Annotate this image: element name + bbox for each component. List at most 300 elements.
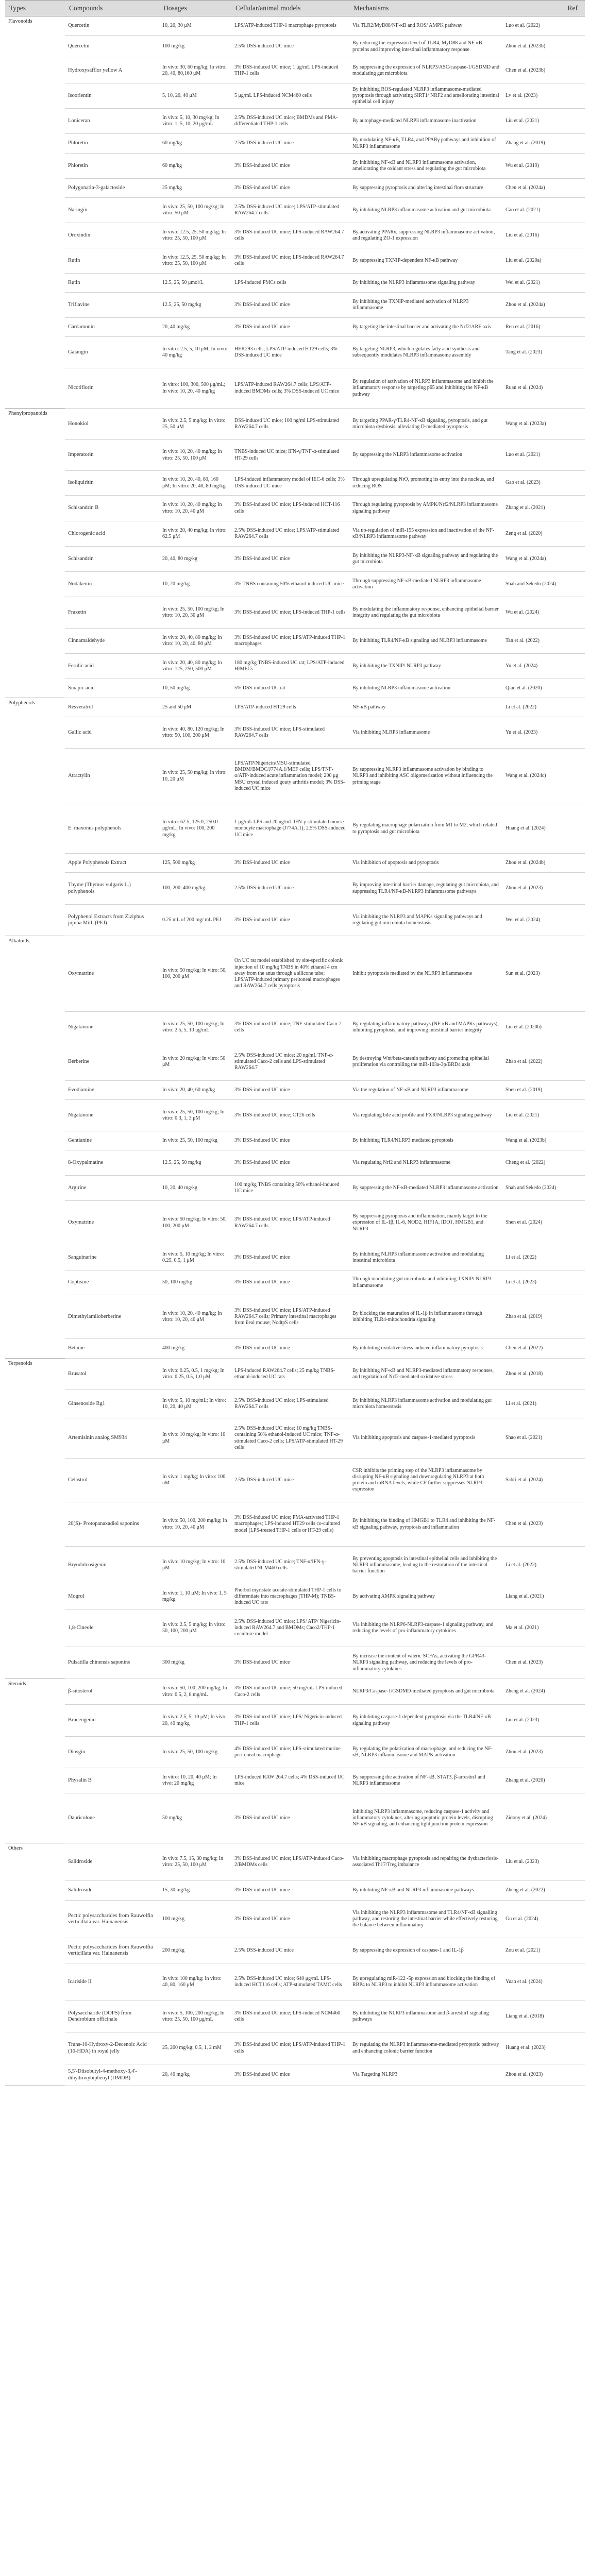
model-cell: 2.5% DSS-induced UC mice [231, 134, 349, 154]
model-cell: 2.5% DSS-induced UC mice; TNF-α/IFN-γ-stimulated NCM460 cells [231, 1547, 349, 1584]
dosage-cell: 25 mg/kg [159, 179, 231, 198]
model-cell: On UC rat model established by site-specific colonic injection of 10 mg/kg TNBS in 40% ethanol 4 cm away from the anus through a silicone tube; LPS/ATP-induced primary peritoneal macrophages and RAW264.7 cells pyroptosis [231, 936, 349, 1012]
compound-cell: Thyme (Thymus vulgaris L.) polyphenols [65, 873, 159, 905]
ref-cell: Zheng et al. (2024) [502, 1679, 585, 1705]
dosage-cell: 12.5, 25, 50 mg/kg [159, 293, 231, 318]
table-row [5, 1270, 585, 1295]
model-cell: 3% DSS-induced UC mice; LPS-stimulated RAW264.7 cells [231, 717, 349, 749]
ref-cell: Yu et al. (2024) [502, 654, 585, 679]
model-cell: 3% DSS-induced UC mice [231, 1270, 349, 1295]
ref-cell: Shen et al. (2024) [502, 1201, 585, 1245]
compound-cell: Mogrol [65, 1584, 159, 1609]
dosage-cell: 50, 100 mg/kg [159, 1270, 231, 1295]
compound-cell: Nigakinone [65, 1100, 159, 1131]
ref-cell: Zhang et al. (2020) [502, 1768, 585, 1793]
dosage-cell: In vivo: 25, 50, 100 mg/kg [159, 1737, 231, 1768]
compound-cell: Evodiamine [65, 1081, 159, 1100]
model-cell: 3% DSS-induced UC mice; LPS-induced THP-1 cells [231, 597, 349, 629]
model-cell: LPS/ATP-induced RAW264.7 cells; LPS/ATP-induced BMDMs cells; 3% DSS-induced UC mice [231, 368, 349, 409]
dosage-cell: 10, 20 mg/kg [159, 572, 231, 597]
mechanism-cell: By destroying Wnt/beta-catenin pathway and promoting epithelial proliferation via controlling the miR-103a-3p/BRD4 axis [349, 1043, 502, 1081]
dosage-cell: In vivo: 7.5, 15, 30 mg/kg; In vitro: 25, 50, 100 μM [159, 1843, 231, 1881]
dosage-cell: 50 mg/kg [159, 1793, 231, 1843]
model-cell: 3% DSS-induced UC mice; LPS/ Nigericin-induced THP-1 cells [231, 1705, 349, 1737]
mechanism-cell: By inhibiting NLRP3 inflammasome activation and modulating gut microbiota homeostasis [349, 1390, 502, 1418]
table-row [5, 1150, 585, 1176]
mechanism-cell: By preventing apoptosis in intestinal epithelial cells and inhibiting the NLRP3 inflammasome, leading to the restoration of the intestinal barrier function [349, 1547, 502, 1584]
compound-cell: Naringin [65, 198, 159, 223]
compound-cell: 20(S)- Protopanaxadiol saponins [65, 1502, 159, 1547]
ref-cell: Wei et al. (2024) [502, 905, 585, 936]
ref-cell: Chen et al. (2023b) [502, 58, 585, 83]
type-cell: Flavonoids [5, 16, 65, 409]
mechanism-cell: By suppressing the expression of NLRP3/ASC/caspase-1/GSDMD and modulating gut microbiota [349, 58, 502, 83]
ref-cell: Tang et al. (2023) [502, 337, 585, 368]
mechanism-cell: Via regulating bile acid profile and FXR/NLRP3 signaling pathway [349, 1100, 502, 1131]
dosage-cell: In vitro: 62.5, 125.0, 250.0 μg/mL; In vivo: 100, 200 mg/kg [159, 804, 231, 854]
dosage-cell: 200 mg/kg [159, 1938, 231, 1963]
mechanism-cell: Via TLR2/MyD88/NF-κB and ROS/ AMPK pathway [349, 16, 502, 36]
model-cell: LPS-induced inflammatory model of IEC-6 cells; 3% DSS-induced UC mice [231, 471, 349, 496]
ref-cell: Shah and Sekedo (2024) [502, 1176, 585, 1201]
ref-cell: Wu et al. (2019) [502, 154, 585, 179]
compound-cell: Ginsenoside Rg1 [65, 1390, 159, 1418]
dosage-cell: In vivo: 50, 100, 200 mg/kg; In vitro: 10, 20, 40 μM [159, 1502, 231, 1547]
table-row [5, 83, 585, 109]
model-cell: 3% DSS-induced UC mice [231, 179, 349, 198]
table-row [5, 2064, 585, 2086]
dosage-cell: In vivo: 10, 20, 40, 80, 160 μM; In vitro: 20, 40, 80 mg/kg [159, 471, 231, 496]
compound-cell: Triflavine [65, 293, 159, 318]
table-row [5, 1647, 585, 1679]
model-cell: 2.5% DSS-induced UC mice; LPS/ATP-stimulated RAW264.7 cells [231, 198, 349, 223]
compound-cell: Berberine [65, 1043, 159, 1081]
table-row [5, 749, 585, 804]
ref-cell: Ma et al. (2021) [502, 1609, 585, 1647]
dosage-cell: In vivo: 10, 20, 40 mg/kg; In vitro: 10, 20, 40 μM [159, 1295, 231, 1339]
ref-cell: Zhang et al. (2019) [502, 134, 585, 154]
model-cell: 3% DSS-induced UC mice [231, 1901, 349, 1938]
model-cell: 100 mg/kg TNBS containing 50% ethanol-induced UC mice [231, 1176, 349, 1201]
compound-cell: Dimethylamiloberberine [65, 1295, 159, 1339]
type-cell: Terpenoids [5, 1359, 65, 1679]
compound-cell: Ferulic acid [65, 654, 159, 679]
dosage-cell: 60 mg/kg [159, 154, 231, 179]
compound-cell: Oxymatrine [65, 936, 159, 1012]
mechanism-cell: By regulating the NLRP3 inflammasome-mediated pyroptotic pathway and enhancing colonic barrier function [349, 2032, 502, 2064]
table-row [5, 1339, 585, 1359]
compound-cell: Dauricolone [65, 1793, 159, 1843]
compound-cell: Brusatol [65, 1359, 159, 1390]
ref-cell: Li et al. (2021) [502, 1390, 585, 1418]
model-cell: 3% DSS-induced UC mice [231, 2064, 349, 2086]
table-row [5, 1881, 585, 1901]
compound-cell: Hydroxysafflor yellow A [65, 58, 159, 83]
table-row [5, 109, 585, 134]
table-row [5, 154, 585, 179]
mechanism-cell: By inhibiting NF-κB and NLRP3 inflammasome pathways [349, 1881, 502, 1901]
table-row [5, 198, 585, 223]
compound-cell: Artemisinin analog SM934 [65, 1418, 159, 1459]
table-row [5, 936, 585, 1012]
dosage-cell: In vivo: 12.5, 25, 50 mg/kg; In vitro: 25, 50, 100 μM [159, 223, 231, 248]
model-cell: LPS/ATP-induced HT29 cells [231, 698, 349, 717]
table-row [5, 1201, 585, 1245]
compound-cell: Salidroside [65, 1881, 159, 1901]
ref-cell: Liu et al. (2016) [502, 223, 585, 248]
ref-cell: Li et al. (2022) [502, 698, 585, 717]
table-row [5, 1547, 585, 1584]
ref-cell: Qian et al. (2020) [502, 679, 585, 698]
model-cell: LPS/ATP-induced THP-1 macrophage pyroptosis [231, 16, 349, 36]
model-cell: DSS-induced UC mice; 100 ng/ml LPS-stimulated RAW264.7 cells [231, 409, 349, 440]
table-row [5, 179, 585, 198]
dosage-cell: In vivo: 5, 100, 200 mg/kg; In vitro: 25, 50, 100 μg/mL [159, 2001, 231, 2032]
dosage-cell: In vivo: 10 mg/kg; In vitro: 10 μM [159, 1547, 231, 1584]
mechanism-cell: Via regulating Nrf2 and NLRP3 inflammasome [349, 1150, 502, 1176]
compound-cell: Rutin [65, 248, 159, 274]
dosage-cell: In vivo: 20 mg/kg; In vitro: 50 μM [159, 1043, 231, 1081]
model-cell: 3% DSS-induced UC mice; CT26 cells [231, 1100, 349, 1131]
ref-cell: Liu et al. (2021) [502, 109, 585, 134]
compound-cell: Sinapic acid [65, 679, 159, 698]
ref-cell: Shen et al. (2019) [502, 1081, 585, 1100]
dosage-cell: In vivo: 50 mg/kg; In vitro: 50, 100, 200 μM [159, 936, 231, 1012]
dosage-cell: In vivo: 25, 50, 100 mg/kg; In vitro: 2.5, 5, 10 μg/mL [159, 1012, 231, 1043]
table-row [5, 471, 585, 496]
dosage-cell: 400 mg/kg [159, 1339, 231, 1359]
dosage-cell: In vivo: 5, 10, 30 mg/kg; In vitro: 1, 5, 10, 20 μg/mL [159, 109, 231, 134]
mechanism-cell: By inhibiting the NLRP3-NF-κB signaling pathway and regulating the gut microbiota [349, 547, 502, 572]
model-cell: 2.5% DSS-induced UC mice; LPS-stimulated RAW264.7 cells [231, 1390, 349, 1418]
compound-cell: Physalin B [65, 1768, 159, 1793]
ref-cell: Chen et al. (2022) [502, 1339, 585, 1359]
ref-cell: Wang et al. (2023a) [502, 409, 585, 440]
compound-cell: Cinnamaldehyde [65, 629, 159, 654]
table-row [5, 717, 585, 749]
table-row [5, 1390, 585, 1418]
compound-cell: Bryodulcosigenin [65, 1547, 159, 1584]
ref-cell: Li et al. (2022) [502, 1547, 585, 1584]
compound-cell: Fraxetin [65, 597, 159, 629]
ref-cell: Liu et al. (2023) [502, 1843, 585, 1881]
model-cell: 3% DSS-induced UC mice; LPS/ATP-induced RAW264.7 cells; Primary intestinal macrophages from ileal mouse; NodtpS cells [231, 1295, 349, 1339]
dosage-cell: In vivo: 100 mg/kg; In vitro: 40, 80, 160 μM [159, 1963, 231, 2001]
table-row [5, 1679, 585, 1705]
table-row [5, 1584, 585, 1609]
ref-cell: Li et al. (2022) [502, 1245, 585, 1270]
dosage-cell: 10, 20, 30 μM [159, 16, 231, 36]
dosage-cell: 0.25 mL of 200 mg/ mL PEJ [159, 905, 231, 936]
mechanism-cell: By inhibiting TLR4/NLRP3 mediated pyroptosis [349, 1131, 502, 1150]
compound-cell: Pectic polysaccharides from Rauwolfia verticillata var. Hainanensis [65, 1938, 159, 1963]
model-cell: 3% DSS-induced UC mice; PMA-activated THP-1 macrophages; LPS-induced HT29 cells co-cultured model (LPS-treated THP-1 cells or HT-29 cells) [231, 1502, 349, 1547]
dosage-cell: In vivo: 20, 40 mg/kg; In vitro: 62.5 μM [159, 521, 231, 547]
dosage-cell: 100, 200, 400 mg/kg [159, 873, 231, 905]
table-row [5, 1768, 585, 1793]
ref-cell: Chen et al. (2024a) [502, 179, 585, 198]
mechanism-cell: Inhibiting NLRP3 inflammasome, reducing caspase-1 activity and inflammatory cytokines, altering apoptotic protein levels, disrupting NF-κB signaling, and enhancing tight junction protein expression [349, 1793, 502, 1843]
model-cell: 3% DSS-induced UC mice [231, 293, 349, 318]
mechanism-cell: By increase the content of valeric SCFAs, activating the GPR43-NLRP3 signaling pathway, and reducing the levels of pro-inflammatory cytokines [349, 1647, 502, 1679]
mechanism-cell: Via inhibiting the NLRP3 inflammasome and TLR4/NF-κB signalling pathway, and restoring the intestinal barrier while effectively restoring the balance between inflammatory [349, 1901, 502, 1938]
mechanism-cell: By regulation of activation of NLRP3 inflammasome and inhibit the inflammatory response by targeting p65 and inhibiting the NF-κB pathway [349, 368, 502, 409]
model-cell: 3% DSS-induced UC mice [231, 1150, 349, 1176]
ref-cell: Zhou et al. (2023) [502, 1737, 585, 1768]
mechanism-cell: By blocking the maturation of IL-1β in inflammasome through inhibiting TLR4-mitochondria signaling [349, 1295, 502, 1339]
mechanism-cell: By suppressing the NLRP3 inflammasome activation [349, 440, 502, 471]
dosage-cell: In vivo: 10, 20, 40 mg/kg; In vitro: 10, 20, 40 μM [159, 496, 231, 521]
model-cell: 3% DSS-induced UC mice; LPS/ATP-induced THP-1 macrophages [231, 629, 349, 654]
ref-cell: Luo et al. (2022) [502, 16, 585, 36]
compound-cell: Trans-10-Hydroxy-2-Decenoic Acid (10-HDA) in royal jelly [65, 2032, 159, 2064]
dosage-cell: 20, 40, 80 mg/kg [159, 547, 231, 572]
model-cell: LPS-induced PMCs cells [231, 274, 349, 293]
ref-cell: Lv et al. (2023) [502, 83, 585, 109]
model-cell: Phorbol myristate acetate-stimulated THP-1 cells to differentiate into macrophages (THP-M); TNBS-induced UC rats [231, 1584, 349, 1609]
compound-cell: Schisandrin [65, 547, 159, 572]
table-row [5, 1245, 585, 1270]
mechanism-cell: By inhibiting ROS-regulated NLRP3 inflammasome-mediated pyroptosis through activating SIRT1/ NRF2 and ameliorating intestinal epithelial cell injury [349, 83, 502, 109]
dosage-cell: 25 and 50 μM [159, 698, 231, 717]
compound-cell: Pectic polysaccharides from Rauwolfia verticillata var. Hainanensis [65, 1901, 159, 1938]
mechanism-cell: By upregulating miR-122 -5p expression and blocking the binding of RBP4 to NLRP3 to inhibit NLRP3 inflammasome activation [349, 1963, 502, 2001]
compound-cell: Rutin [65, 274, 159, 293]
dosage-cell: In vitro: 10, 20, 40 μM; In vivo: 20 mg/kg [159, 1768, 231, 1793]
compound-cell: Nodakenin [65, 572, 159, 597]
model-cell: LPS-induced RAW264.7 cells; 25 mg/kg TNBS-ethanol-induced UC rats [231, 1359, 349, 1390]
mechanism-cell: Via the regulation of NF-κB and NLRP3 inflammasome [349, 1081, 502, 1100]
compound-cell: 8-Oxypalmatine [65, 1150, 159, 1176]
compound-cell: Phloretin [65, 154, 159, 179]
header-dosages: Dosages [159, 1, 231, 16]
mechanism-cell: By suppressing the activation of NF-κB, STAT3, β-arrestin1 and NLRP3 inflammasome [349, 1768, 502, 1793]
model-cell: 2.5% DSS-induced UC mice [231, 873, 349, 905]
mechanism-cell: Via Targeting NLRP3 [349, 2064, 502, 2086]
ref-cell: Wei et al. (2021) [502, 274, 585, 293]
table-header [5, 1, 585, 16]
compounds-table [5, 0, 585, 2086]
table-row [5, 1502, 585, 1547]
compound-cell: Cardamonin [65, 318, 159, 337]
dosage-cell: In vivo: 25, 50 mg/kg; In vitro: 10, 20 μM [159, 749, 231, 804]
compound-cell: Isoorientin [65, 83, 159, 109]
ref-cell: Zhou et al. (2023b) [502, 36, 585, 58]
table-row [5, 1938, 585, 1963]
mechanism-cell: By inhibiting the NLRP3 inflammasome signaling pathway [349, 274, 502, 293]
header-types: Types [5, 1, 65, 16]
mechanism-cell: Through upregulating NrO, promoting its entry into the nucleus, and reducing ROS [349, 471, 502, 496]
dosage-cell: In vivo: 25, 50, 100 mg/kg; In vitro: 0.3, 1, 3 μM [159, 1100, 231, 1131]
dosage-cell: In vivo: 2.5, 5, 10 μM; In vivo: 20, 40 mg/kg [159, 1705, 231, 1737]
model-cell: LPS-induced RAW 264.7 cells; 4% DSS-induced UC mice [231, 1768, 349, 1793]
model-cell: 3% DSS-induced UC mice [231, 547, 349, 572]
header-ref: Ref [502, 1, 585, 16]
table-row [5, 654, 585, 679]
model-cell: LPS/ATP/Nigericin/MSU-stimulated BMDM/BMDC/J774A.1/MEF cells; LPS/TNF-α/ATP-induced acute inflammation model; 200 μg MSU crystal induced gouty arthritis model; 3% DSS-induced UC mice [231, 749, 349, 804]
table-row [5, 248, 585, 274]
compound-cell: Bruceogenin [65, 1705, 159, 1737]
compound-cell: Apple Polyphenols Extract [65, 854, 159, 873]
table-row [5, 1043, 585, 1081]
dosage-cell: In vivo: 5, 10 mg/mL; In vitro: 10, 20, 40 μM [159, 1390, 231, 1418]
model-cell: 3% TNBS containing 50% ethanol-induced UC mice [231, 572, 349, 597]
model-cell: 3% DSS-induced UC mice [231, 318, 349, 337]
mechanism-cell: By autophagy-mediated NLRP3 inflammasome inactivation [349, 109, 502, 134]
mechanism-cell: By inhibiting the TXNIP-mediated activation of NLRP3 inflammasome [349, 293, 502, 318]
mechanism-cell: By inhibiting NLRP3 inflammasome activation and gut microbiota [349, 198, 502, 223]
compound-cell: Gallic acid [65, 717, 159, 749]
model-cell: 3% DSS-induced UC mice [231, 154, 349, 179]
ref-cell: Chen et al. (2023) [502, 1502, 585, 1547]
mechanism-cell: By improving intestinal barrier damage, regulating gut microbiota, and suppressing TLR4/NF-κB-NLRP3 inflammasome pathways [349, 873, 502, 905]
compound-cell: Quercetin [65, 16, 159, 36]
dosage-cell: In vivo: 1, 10 μM; In vivo: 1, 5 mg/kg [159, 1584, 231, 1609]
compound-cell: Polygonatin-3-galactoside [65, 179, 159, 198]
table-row [5, 1359, 585, 1390]
model-cell: 2.5% DSS-induced UC mice [231, 1938, 349, 1963]
mechanism-cell: By inhibiting NLRP3 inflammasome activation [349, 679, 502, 698]
mechanism-cell: By targeting PPAR-γ/TLR4-NF-κB signaling, pyroptosis, and gut microbiota dysbiosis, alleviating D-mediated pyroptosis [349, 409, 502, 440]
dosage-cell: 12.5, 25, 50 μmol/L [159, 274, 231, 293]
ref-cell: Liu et al. (2020a) [502, 248, 585, 274]
mechanism-cell: NF-κB pathway [349, 698, 502, 717]
model-cell: 3% DSS-induced UC mice [231, 854, 349, 873]
ref-cell: Chen et al. (2023) [502, 1647, 585, 1679]
table-row [5, 547, 585, 572]
dosage-cell: In vitro: 100, 300, 500 μg/mL; In vivo: 10, 20, 40 mg/kg [159, 368, 231, 409]
dosage-cell: In vivo: 0.25, 0.5, 1 mg/kg; In vitro: 0.25, 0.5, 1.0 μM [159, 1359, 231, 1390]
model-cell: 2.5% DSS-induced UC mice [231, 36, 349, 58]
ref-cell: Liu et al. (2020b) [502, 1012, 585, 1043]
dosage-cell: 12.5, 25, 50 mg/kg [159, 1150, 231, 1176]
mechanism-cell: Via inhibiting the NLRP6-NLRP3-caspase-1 signaling pathway, and reducing the levels of pro-inflammatory cytokines [349, 1609, 502, 1647]
table-row [5, 274, 585, 293]
compound-cell: Imperatorin [65, 440, 159, 471]
table-row [5, 440, 585, 471]
model-cell: 2.5% DSS-induced UC mice; LPS/ATP-stimulated RAW264.7 cells [231, 521, 349, 547]
ref-cell: Li et al. (2023) [502, 1270, 585, 1295]
model-cell: 2.5% DSS-induced UC mice; 20 ng/mL TNF-α-stimulated Caco-2 cells and LPS-stimulated RAW264.7 [231, 1043, 349, 1081]
model-cell: 3% DSS-induced UC mice [231, 1647, 349, 1679]
compound-cell: Phloretin [65, 134, 159, 154]
mechanism-cell: Inhibit pyroptosis mediated by the NLRP3 inflammasome [349, 936, 502, 1012]
ref-cell: Liang et al. (2018) [502, 2001, 585, 2032]
model-cell: 3% DSS-induced UC mice [231, 1081, 349, 1100]
table-row [5, 496, 585, 521]
ref-cell: Zhang et al. (2021) [502, 496, 585, 521]
table-row [5, 16, 585, 36]
header-mechanisms: Mechanisms [349, 1, 502, 16]
table-row [5, 337, 585, 368]
model-cell: 3% DSS-induced UC mice; LPS/ATP-induced Caco-2/BMDMs cells [231, 1843, 349, 1881]
model-cell: 4% DSS-induced UC mice; LPS-stimulated murine peritoneal macrophage [231, 1737, 349, 1768]
table-row [5, 873, 585, 905]
model-cell: 3% DSS-induced UC mice; LPS-induced RAW264.7 cells [231, 223, 349, 248]
compound-cell: Isoliquiritin [65, 471, 159, 496]
compound-cell: Icariside II [65, 1963, 159, 2001]
dosage-cell: In vivo: 5, 10 mg/kg; In vitro: 0.25, 0.5, 1 μM [159, 1245, 231, 1270]
ref-cell: Liang et al. (2021) [502, 1584, 585, 1609]
ref-cell: Zhou et al. (2018) [502, 1359, 585, 1390]
mechanism-cell: Via inhibiting NLRP3 inflammasome [349, 717, 502, 749]
model-cell: 3% DSS-induced UC mice; 50 mg/mL LPS-induced Caco-2 cells [231, 1679, 349, 1705]
table-body [5, 16, 585, 2086]
type-cell: Alkaloids [5, 936, 65, 1359]
ref-cell: Shao et al. (2021) [502, 1418, 585, 1459]
mechanism-cell: By suppressing pyroptosis and altering intestinal flora structure [349, 179, 502, 198]
dosage-cell: In vitro: 2.5, 5, 10 μM; In vivo: 40 mg/kg [159, 337, 231, 368]
model-cell: 3% DSS-induced UC mice [231, 1793, 349, 1843]
table-row [5, 1012, 585, 1043]
table-row [5, 1459, 585, 1502]
ref-cell: Zhou et al. (2023) [502, 2064, 585, 2086]
table-row [5, 679, 585, 698]
table-row [5, 1737, 585, 1768]
dosage-cell: 10, 20, 40 mg/kg [159, 1176, 231, 1201]
compound-cell: 5,5'-Diisobutyl-4-methoxy-3,4'-dihydroxybiphenyl (DMDB) [65, 2064, 159, 2086]
table-row [5, 1418, 585, 1459]
compound-cell: Nicotiflorin [65, 368, 159, 409]
ref-cell: Yuan et al. (2024) [502, 1963, 585, 2001]
compound-cell: Gentianine [65, 1131, 159, 1150]
table-row [5, 1176, 585, 1201]
mechanism-cell: By regulating the polarization of macrophage, and reducing the NF-κB, NLRP3 inflammasome and MAPK activation [349, 1737, 502, 1768]
table-row [5, 804, 585, 854]
compound-cell: Diosgin [65, 1737, 159, 1768]
compound-cell: Resveratrol [65, 698, 159, 717]
dosage-cell: In vivo: 25, 50, 100 mg/kg [159, 1131, 231, 1150]
dosage-cell: 5, 10, 20, 40 μM [159, 83, 231, 109]
table-row [5, 223, 585, 248]
dosage-cell: In vivo: 10 mg/kg; In vitro: 10 μM [159, 1418, 231, 1459]
mechanism-cell: Through regulating pyroptosis by AMPK/Nrf2/NLRP3 inflammasome signaling pathway [349, 496, 502, 521]
dosage-cell: In vivo: 25, 50, 100 mg/kg; In vitro: 50 μM [159, 198, 231, 223]
compound-cell: Polysaccharide (DOPS) from Dendrobium officinale [65, 2001, 159, 2032]
mechanism-cell: By suppressing pyroptosis and inflammation, mainly target to the expression of IL-1β, IL-6, NOD2, HIF1A, IDO1, HMGB1, and NLRP3 [349, 1201, 502, 1245]
dosage-cell: In vivo: 25, 50, 100 mg/kg; In vitro: 10, 20, 30 μM [159, 597, 231, 629]
header-row [5, 1, 585, 16]
mechanism-cell: By modulating the inflammatory response, enhancing epithelial barrier integrity and regulating the gut microbiota [349, 597, 502, 629]
compound-cell: Polyphenol Extracts from Ziziphus jujuba Mill. (PEJ) [65, 905, 159, 936]
model-cell: 3% DSS-induced UC mice; LPS/ATP-induced RAW264.7 cells [231, 1201, 349, 1245]
mechanism-cell: By inhibiting the TXNIP/ NLRP3 pathway [349, 654, 502, 679]
dosage-cell: In vivo: 50 mg/kg; In vitro: 50, 100, 200 μM [159, 1201, 231, 1245]
dosage-cell: In vivo: 20, 40, 80 mg/kg; In vitro: 10, 20, 40, 80 μM [159, 629, 231, 654]
ref-cell: Wang et al. (2023b) [502, 1131, 585, 1150]
ref-cell: Wu et al. (2024) [502, 597, 585, 629]
compound-cell: Argirine [65, 1176, 159, 1201]
mechanism-cell: By targeting NLRP3, which regulates fatty acid synthesis and subsequently modulates NLRP3 inflammasome assembly [349, 337, 502, 368]
table-container [5, 0, 585, 2086]
compound-cell: Sanguinarine [65, 1245, 159, 1270]
mechanism-cell: By inhibiting the binding of HMGB1 to TLR4 and inhibiting the NF-κB signaling pathway, pyroptosis and inflammation [349, 1502, 502, 1547]
mechanism-cell: Via inhibiting macrophage pyroptosis and repairing the dysbacteriosis-associated Th17/Treg imbalance [349, 1843, 502, 1881]
compound-cell: β-sitosterol [65, 1679, 159, 1705]
table-row [5, 572, 585, 597]
ref-cell: Cheng et al. (2022) [502, 1150, 585, 1176]
type-cell: Others [5, 1843, 65, 2086]
table-row [5, 521, 585, 547]
compound-cell: Celastrol [65, 1459, 159, 1502]
ref-cell: Wang et al. (2024c) [502, 749, 585, 804]
ref-cell: Tan et al. (2022) [502, 629, 585, 654]
ref-cell: Cao et al. (2021) [502, 198, 585, 223]
dosage-cell: 100 mg/kg [159, 36, 231, 58]
model-cell: 3% DSS-induced UC mice [231, 1131, 349, 1150]
mechanism-cell: By suppressing TXNIP-dependent NF-κB pathway [349, 248, 502, 274]
ref-cell: Ren et al. (2016) [502, 318, 585, 337]
